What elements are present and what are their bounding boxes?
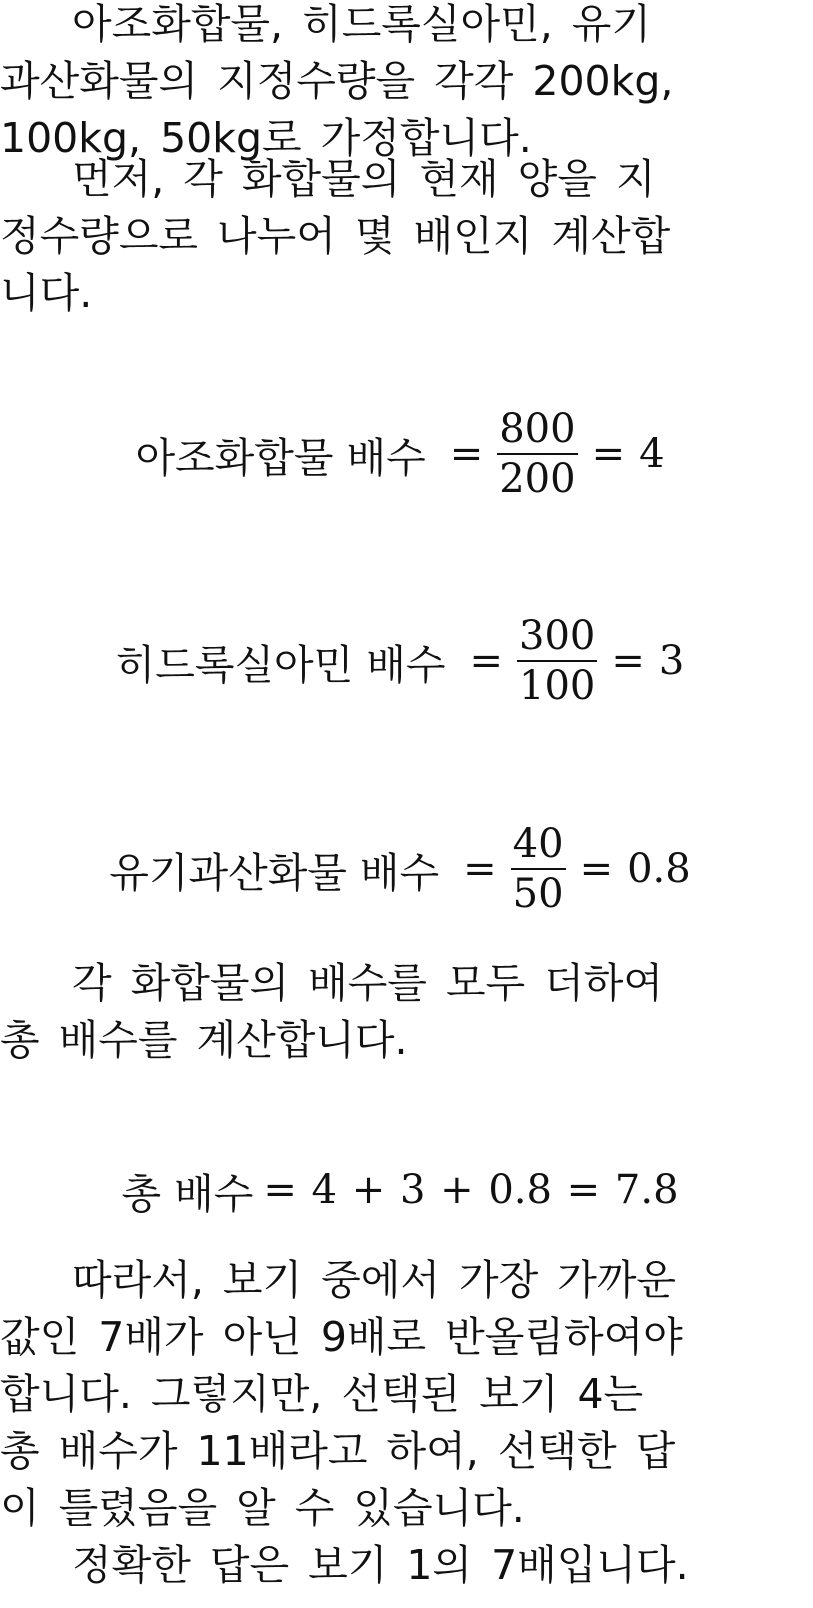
text-line: 정수량으로 나누어 몇 배인지 계산합 — [0, 212, 671, 260]
equation-hydroxylamine — [0, 607, 800, 715]
denominator: 50 — [512, 871, 564, 917]
paragraph-conclusion — [0, 1252, 800, 1537]
equation-result: 3 — [658, 638, 685, 684]
equation-label: 아조화합물 배수 — [135, 433, 426, 482]
text-line: 따라서, 보기 중에서 가장 가까운 — [72, 1256, 677, 1304]
text-line: 아조화합물, 히드록실아민, 유기 — [72, 0, 652, 48]
fraction — [517, 612, 597, 710]
equation-label: 총 배수 — [121, 1169, 254, 1218]
text-line: 100kg, 50kg로 가정합니다. — [0, 114, 532, 162]
numerator: 40 — [511, 820, 566, 870]
text-line: 니다. — [0, 269, 93, 317]
text-line: 먼저, 각 화합물의 현재 양을 지 — [72, 155, 656, 203]
equation-result: 0.8 — [627, 846, 691, 892]
equation-label: 유기과산화물 배수 — [109, 848, 440, 897]
numerator: 300 — [517, 612, 597, 662]
paragraph-assumption — [0, 0, 800, 167]
text-line: 값인 7배가 아닌 9배로 반올림하여야 — [0, 1313, 683, 1361]
text-line: 이 틀렸음을 알 수 있습니다. — [0, 1484, 525, 1532]
text-line: 총 배수가 11배라고 하여, 선택한 답 — [0, 1427, 676, 1475]
equation-total — [0, 1160, 800, 1220]
paragraph-method — [0, 151, 800, 322]
equals-sign: = — [611, 638, 645, 684]
equation-result: 4 — [639, 431, 665, 477]
fraction — [497, 405, 577, 503]
equals-sign: = — [579, 846, 614, 892]
text-line: 합니다. 그렇지만, 선택된 보기 4는 — [0, 1370, 644, 1418]
numerator: 800 — [497, 405, 577, 455]
equals-sign: = — [463, 846, 497, 892]
denominator: 200 — [499, 456, 576, 502]
paragraph-sum — [0, 955, 800, 1069]
equals-sign: = — [449, 431, 484, 477]
denominator: 100 — [519, 663, 596, 709]
equals-sign: = — [591, 431, 626, 477]
equals-sign: = — [469, 638, 504, 684]
text-line: 각 화합물의 배수를 모두 더하여 — [72, 959, 664, 1007]
fraction — [511, 820, 566, 918]
equation-organic-peroxide — [0, 815, 800, 923]
text-line: 과산화물의 지정수량을 각각 200kg, — [0, 57, 674, 105]
equation-azo — [0, 400, 800, 508]
text-line: 정확한 답은 보기 1의 7배입니다. — [72, 1541, 689, 1589]
paragraph-answer — [0, 1537, 800, 1594]
equation-label: 히드록실아민 배수 — [115, 640, 446, 689]
equation-expression: = 4 + 3 + 0.8 = 7.8 — [263, 1167, 679, 1213]
text-line: 총 배수를 계산합니다. — [0, 1016, 408, 1064]
